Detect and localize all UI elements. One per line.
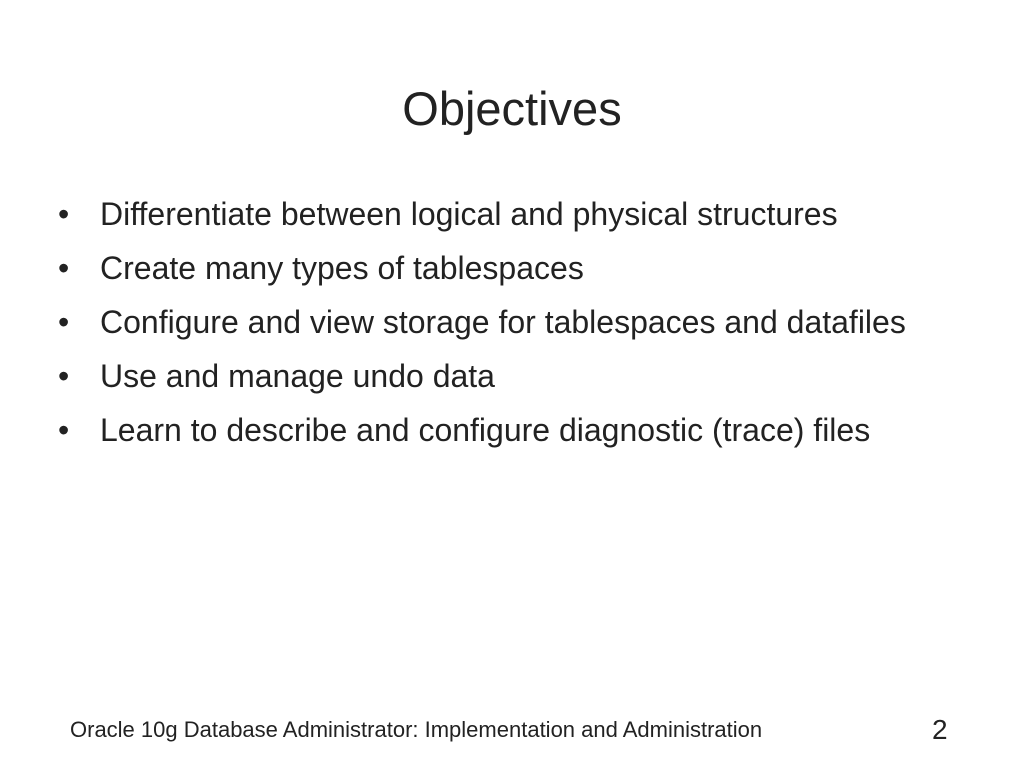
bullet-icon: • [58, 358, 70, 394]
bullet-icon: • [58, 412, 70, 448]
list-item [58, 246, 968, 290]
list-item-text: Use and manage undo data [100, 358, 495, 394]
list-item-text: Learn to describe and configure diagnostic (trace) files [100, 412, 871, 448]
list-item [58, 354, 968, 398]
list-item [58, 408, 968, 452]
page-number: 2 [932, 714, 948, 745]
list-item-text: Differentiate between logical and physical structures [100, 196, 838, 232]
slide-title: Objectives [402, 82, 622, 135]
objectives-list [58, 192, 968, 462]
list-item-text: Create many types of tablespaces [100, 250, 584, 286]
bullet-icon: • [58, 304, 70, 340]
list-item [58, 300, 968, 344]
slide-footer: Oracle 10g Database Administrator: Implementation and Administration [70, 717, 763, 742]
list-item-text: Configure and view storage for tablespaces and datafiles [100, 304, 906, 340]
list-item [58, 192, 968, 236]
bullet-icon: • [58, 250, 70, 286]
bullet-icon: • [58, 196, 70, 232]
